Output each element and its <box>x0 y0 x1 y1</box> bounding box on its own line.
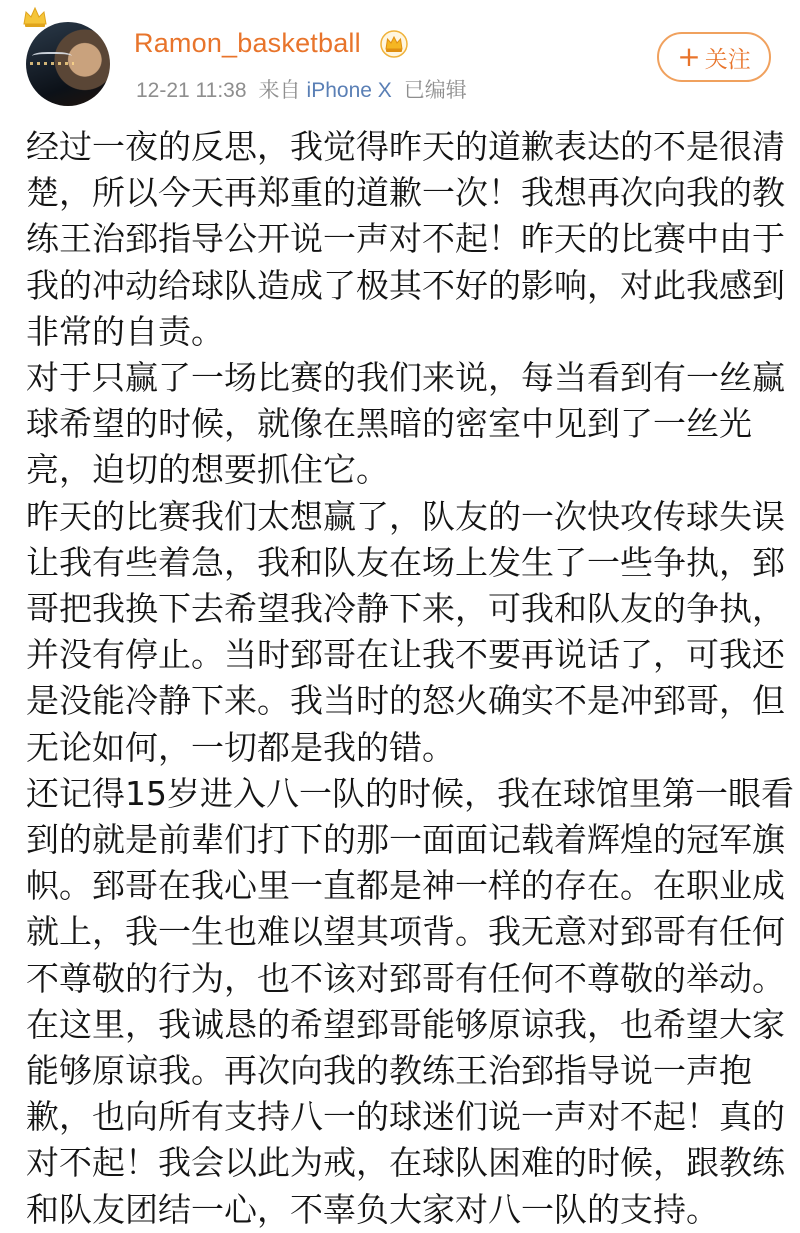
avatar-container[interactable] <box>26 22 110 106</box>
post-body <box>26 124 794 1233</box>
post-text-line: 练王治郅指导公开说一声对不起！昨天的比赛中由于 <box>26 219 785 259</box>
avatar[interactable] <box>26 22 110 106</box>
post-text-line: 就上，我一生也难以望其项背。我无意对郅哥有任何 <box>26 912 785 952</box>
avatar-lights-detail <box>30 62 74 65</box>
post-text-line: 到的就是前辈们打下的那一面面记载着辉煌的冠军旗 <box>26 820 785 860</box>
post-text-line: 对不起！我会以此为戒，在球队困难的时候，跟教练 <box>26 1143 785 1183</box>
post-time: 12-21 11:38 <box>136 79 247 102</box>
post-text-line: 歉，也向所有支持八一的球迷们说一声对不起！真的 <box>26 1097 785 1137</box>
post-text-line: 和队友团结一心，不辜负大家对八一队的支持。 <box>26 1189 719 1229</box>
post-text-line: 无论如何，一切都是我的错。 <box>26 727 455 767</box>
crown-icon <box>22 6 48 28</box>
post-text-line: 并没有停止。当时郅哥在让我不要再说话了，可我还 <box>26 635 785 675</box>
post-text-line: 是没能冷静下来。我当时的怒火确实不是冲郅哥，但 <box>26 681 785 721</box>
post-text-line: 球希望的时候，就像在黑暗的密室中见到了一丝光 <box>26 404 752 444</box>
post-text-line: 还记得15岁进入八一队的时候，我在球馆里第一眼看 <box>26 773 794 813</box>
post-text-line: 我的冲动给球队造成了极其不好的影响，对此我感到 <box>26 265 785 305</box>
follow-label: 关注 <box>704 46 751 73</box>
post-text-line: 亮，迫切的想要抓住它。 <box>26 450 389 490</box>
post-text-line: 楚，所以今天再郑重的道歉一次！我想再次向我的教 <box>26 173 785 213</box>
edited-label[interactable]: 已编辑 <box>403 79 467 102</box>
post-text-line: 对于只赢了一场比赛的我们来说，每当看到有一丝赢 <box>26 358 785 398</box>
post-text-line: 经过一夜的反思，我觉得昨天的道歉表达的不是很清 <box>26 127 785 166</box>
post-text-line: 在这里，我诚恳的希望郅哥能够原谅我，也希望大家 <box>26 1004 785 1044</box>
post-text-line: 让我有些着急，我和队友在场上发生了一些争执，郅 <box>26 542 785 582</box>
plus-icon: + <box>677 40 701 73</box>
post-header <box>0 0 800 120</box>
source-prefix: 来自 <box>258 79 301 102</box>
post-text-line: 不尊敬的行为，也不该对郅哥有任何不尊敬的举动。 <box>26 958 785 998</box>
device-link[interactable]: iPhone X <box>306 79 392 102</box>
avatar-bridge-detail <box>32 52 72 62</box>
post-text-line: 哥把我换下去希望我冷静下来，可我和队友的争执， <box>26 589 785 629</box>
post-meta <box>136 74 479 104</box>
follow-button[interactable] <box>657 32 771 82</box>
username-link[interactable]: Ramon_basketball <box>134 28 361 58</box>
post-text-line: 能够原谅我。再次向我的教练王治郅指导说一声抱 <box>26 1051 752 1091</box>
vip-crown-icon[interactable] <box>380 30 408 58</box>
post-text-line: 非常的自责。 <box>26 311 224 351</box>
post-text-line: 帜。郅哥在我心里一直都是神一样的存在。在职业成 <box>26 866 785 906</box>
post-text-line: 昨天的比赛我们太想赢了，队友的一次快攻传球失误 <box>26 496 785 536</box>
